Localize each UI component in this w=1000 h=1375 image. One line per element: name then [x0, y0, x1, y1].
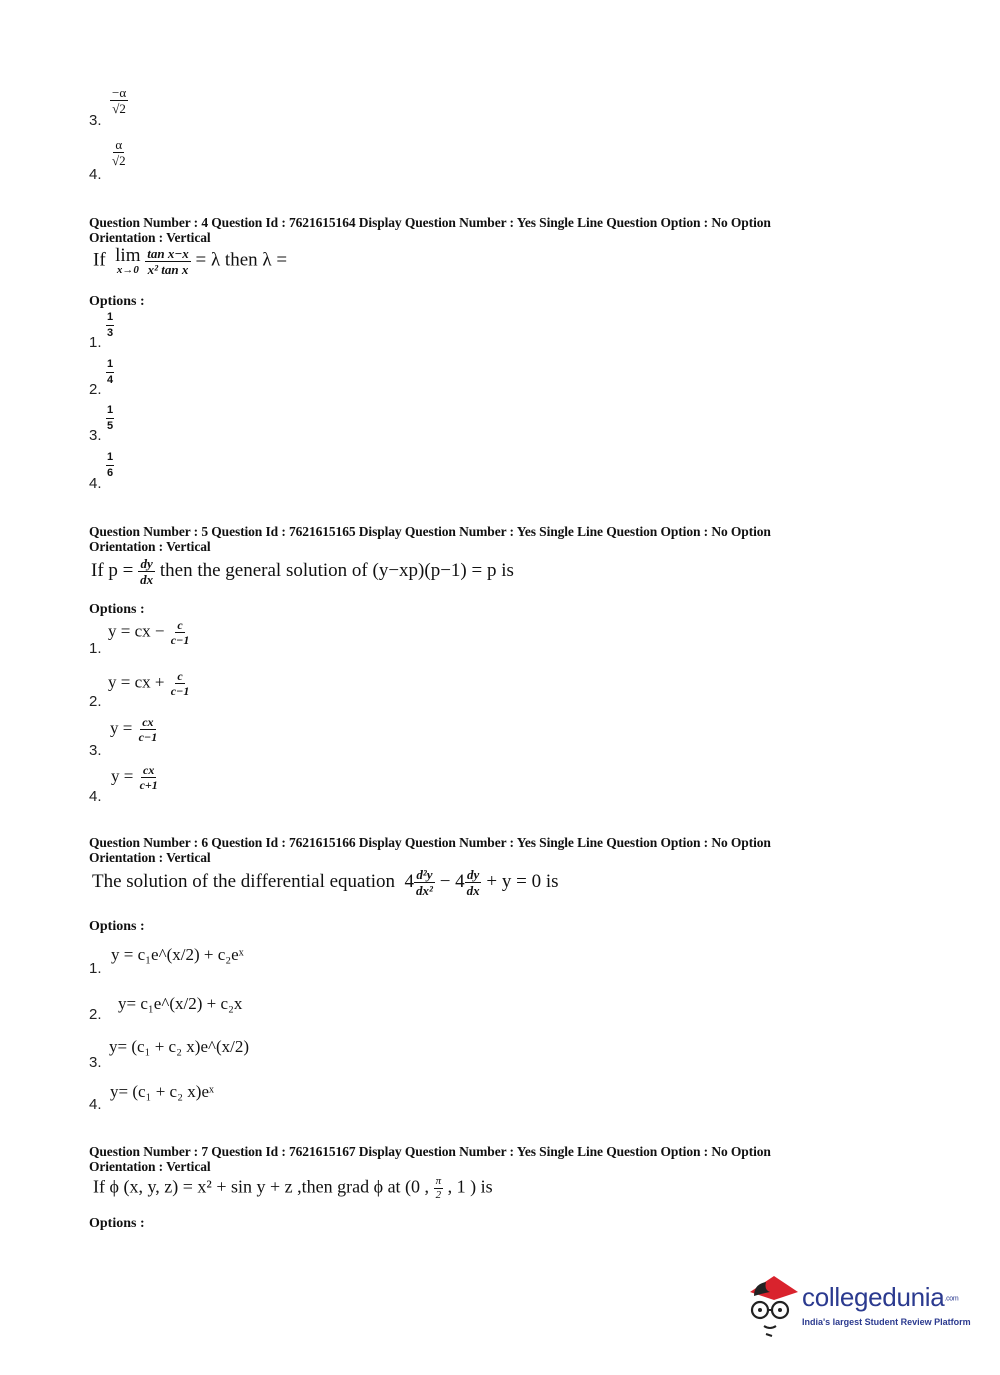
frac-numerator: c	[177, 618, 183, 632]
q6-option-3-value[interactable]	[109, 1037, 249, 1057]
q5-meta-line2: Orientation : Vertical	[89, 539, 211, 554]
q4-meta	[89, 215, 771, 245]
q6-options-label: Options :	[89, 919, 145, 934]
q5-stem-tail: then the general solution of (y−xp)(p−1) = p is	[159, 559, 514, 581]
q7-meta-line1: Question Number : 7 Question Id : 7621615167 Display Question Number : Yes Single Line Question Option : No Option	[89, 1144, 771, 1159]
q3-option-3-value	[110, 86, 128, 115]
q6-meta-line1: Question Number : 6 Question Id : 7621615166 Display Question Number : Yes Single Line Question Option : No Option	[89, 835, 771, 850]
frac-numerator: cx	[143, 763, 155, 777]
q7-stem-pre: If ϕ (x, y, z) = x² + sin y + z ,then grad ϕ at (0 ,	[93, 1176, 430, 1197]
q4-meta-line1: Question Number : 4 Question Id : 7621615164 Display Question Number : Yes Single Line Question Option : No Option	[89, 215, 771, 230]
q5-options-label: Options :	[89, 602, 145, 617]
q5-option-3-number: 3.	[89, 742, 102, 759]
q4-option-3-number: 3.	[89, 427, 102, 444]
q4-stem	[93, 246, 287, 276]
q4-option-2-number: 2.	[89, 381, 102, 398]
q6-option-1-number: 1.	[89, 960, 102, 977]
frac-numerator: cx	[142, 715, 154, 729]
q4-stem-tail: = λ then λ =	[195, 249, 288, 271]
q5-option-4-value[interactable]	[111, 764, 160, 791]
q6-option-1-value[interactable]	[111, 945, 244, 965]
q5-option-2-value[interactable]	[108, 670, 191, 697]
q5-option-4-number: 4.	[89, 788, 102, 805]
q5-stem-numerator: dy	[140, 556, 153, 571]
frac-denominator: c−1	[138, 730, 158, 744]
logo-tagline: India's largest Student Review Platform	[802, 1317, 971, 1327]
q5-option-1-value[interactable]	[108, 619, 191, 646]
frac-numerator: c	[177, 669, 183, 683]
q4-option-2-value[interactable]	[106, 359, 114, 386]
option-text: y =	[111, 766, 134, 786]
frac-numerator: 1	[106, 452, 114, 466]
option-text: y= (c₁ + c₂ x)e^(x/2)	[109, 1037, 250, 1056]
logo-wordmark	[802, 1282, 958, 1313]
q6-option-4-number: 4.	[89, 1096, 102, 1113]
q6-stem-pre: The solution of the differential equation	[92, 870, 396, 892]
q5-option-2-number: 2.	[89, 693, 102, 710]
option-text: y= c₁e^(x/2) + c₂x	[118, 994, 243, 1013]
q5-stem-pre: If p =	[91, 559, 134, 581]
mascot-icon	[740, 1270, 802, 1338]
logo-name: collegedunia	[802, 1282, 945, 1312]
frac-denominator: √2	[112, 101, 126, 116]
frac-numerator: α	[115, 137, 123, 152]
q6-stem-f1-den: dx²	[416, 883, 433, 898]
q7-stem-tail: , 1 ) is	[447, 1176, 493, 1197]
q6-option-3-number: 3.	[89, 1054, 102, 1071]
q6-meta-line2: Orientation : Vertical	[89, 850, 211, 865]
pencil-mark	[766, 1334, 772, 1336]
q3-option-3-number: 3.	[89, 112, 102, 129]
q7-meta	[89, 1144, 771, 1174]
frac-denominator: c−1	[170, 684, 190, 698]
q4-meta-line2: Orientation : Vertical	[89, 230, 211, 245]
q6-stem-f2-den: dx	[466, 883, 480, 898]
frac-numerator: 1	[106, 405, 114, 419]
q4-stem-lim: lim	[115, 245, 141, 266]
eye-right	[778, 1308, 782, 1312]
q6-meta	[89, 835, 771, 865]
q5-meta-line1: Question Number : 5 Question Id : 7621615165 Display Question Number : Yes Single Line Question Option : No Option	[89, 524, 771, 539]
frac-denominator: 6	[107, 467, 114, 479]
q6-stem-tail: + y = 0 is	[486, 870, 559, 892]
q4-stem-if: If	[93, 249, 106, 271]
q3-option-4-value	[110, 138, 128, 167]
logo-suffix: .com	[944, 1295, 959, 1303]
frac-denominator: 5	[107, 420, 114, 432]
q4-option-1-number: 1.	[89, 334, 102, 351]
q6-stem-f2-num: dy	[467, 867, 480, 882]
option-text: y =	[110, 718, 133, 738]
q6-option-2-value[interactable]	[118, 994, 242, 1014]
q4-option-3-value[interactable]	[106, 405, 114, 432]
frac-denominator: √2	[112, 153, 126, 168]
q5-option-1-number: 1.	[89, 640, 102, 657]
option-text: y = cx +	[108, 672, 165, 692]
q4-option-1-value[interactable]	[106, 312, 114, 339]
q7-stem	[93, 1176, 493, 1201]
eye-left	[758, 1308, 762, 1312]
q7-stem-denominator: 2	[435, 1189, 442, 1201]
frac-numerator: 1	[106, 359, 114, 373]
q4-stem-numerator: tan x−x	[147, 245, 189, 261]
q4-option-4-value[interactable]	[106, 452, 114, 479]
q7-options-label: Options :	[89, 1216, 145, 1231]
q3-option-4-number: 4.	[89, 166, 102, 183]
q5-option-3-value[interactable]	[110, 716, 159, 743]
option-text: y = c₁e^(x/2) + c₂eˣ	[111, 945, 244, 964]
collegedunia-logo	[740, 1268, 970, 1340]
frac-numerator: 1	[106, 312, 114, 326]
q4-stem-denominator: x² tan x	[147, 261, 189, 277]
q4-option-4-number: 4.	[89, 475, 102, 492]
q6-stem-coef: 4	[404, 870, 415, 892]
q4-stem-lim-sub: x→0	[116, 264, 139, 276]
q5-stem-denominator: dx	[140, 572, 154, 587]
q6-option-4-value[interactable]	[110, 1082, 214, 1102]
frac-numerator: −α	[112, 85, 127, 100]
q5-meta	[89, 524, 771, 554]
q7-stem-numerator: π	[435, 1175, 442, 1187]
q6-stem	[92, 868, 559, 897]
frac-denominator: 3	[107, 327, 114, 339]
option-text: y = cx −	[108, 621, 165, 641]
q6-option-2-number: 2.	[89, 1006, 102, 1023]
smile-shape	[764, 1326, 776, 1328]
q7-meta-line2: Orientation : Vertical	[89, 1159, 211, 1174]
frac-denominator: c+1	[139, 778, 158, 792]
option-text: y= (c₁ + c₂ x)eˣ	[110, 1082, 214, 1101]
q6-stem-f1-num: d²y	[416, 867, 433, 882]
frac-denominator: 4	[107, 374, 114, 386]
q6-stem-mid: − 4	[439, 870, 465, 892]
q4-options-label: Options :	[89, 294, 145, 309]
q5-stem	[91, 557, 514, 586]
frac-denominator: c−1	[170, 633, 190, 647]
